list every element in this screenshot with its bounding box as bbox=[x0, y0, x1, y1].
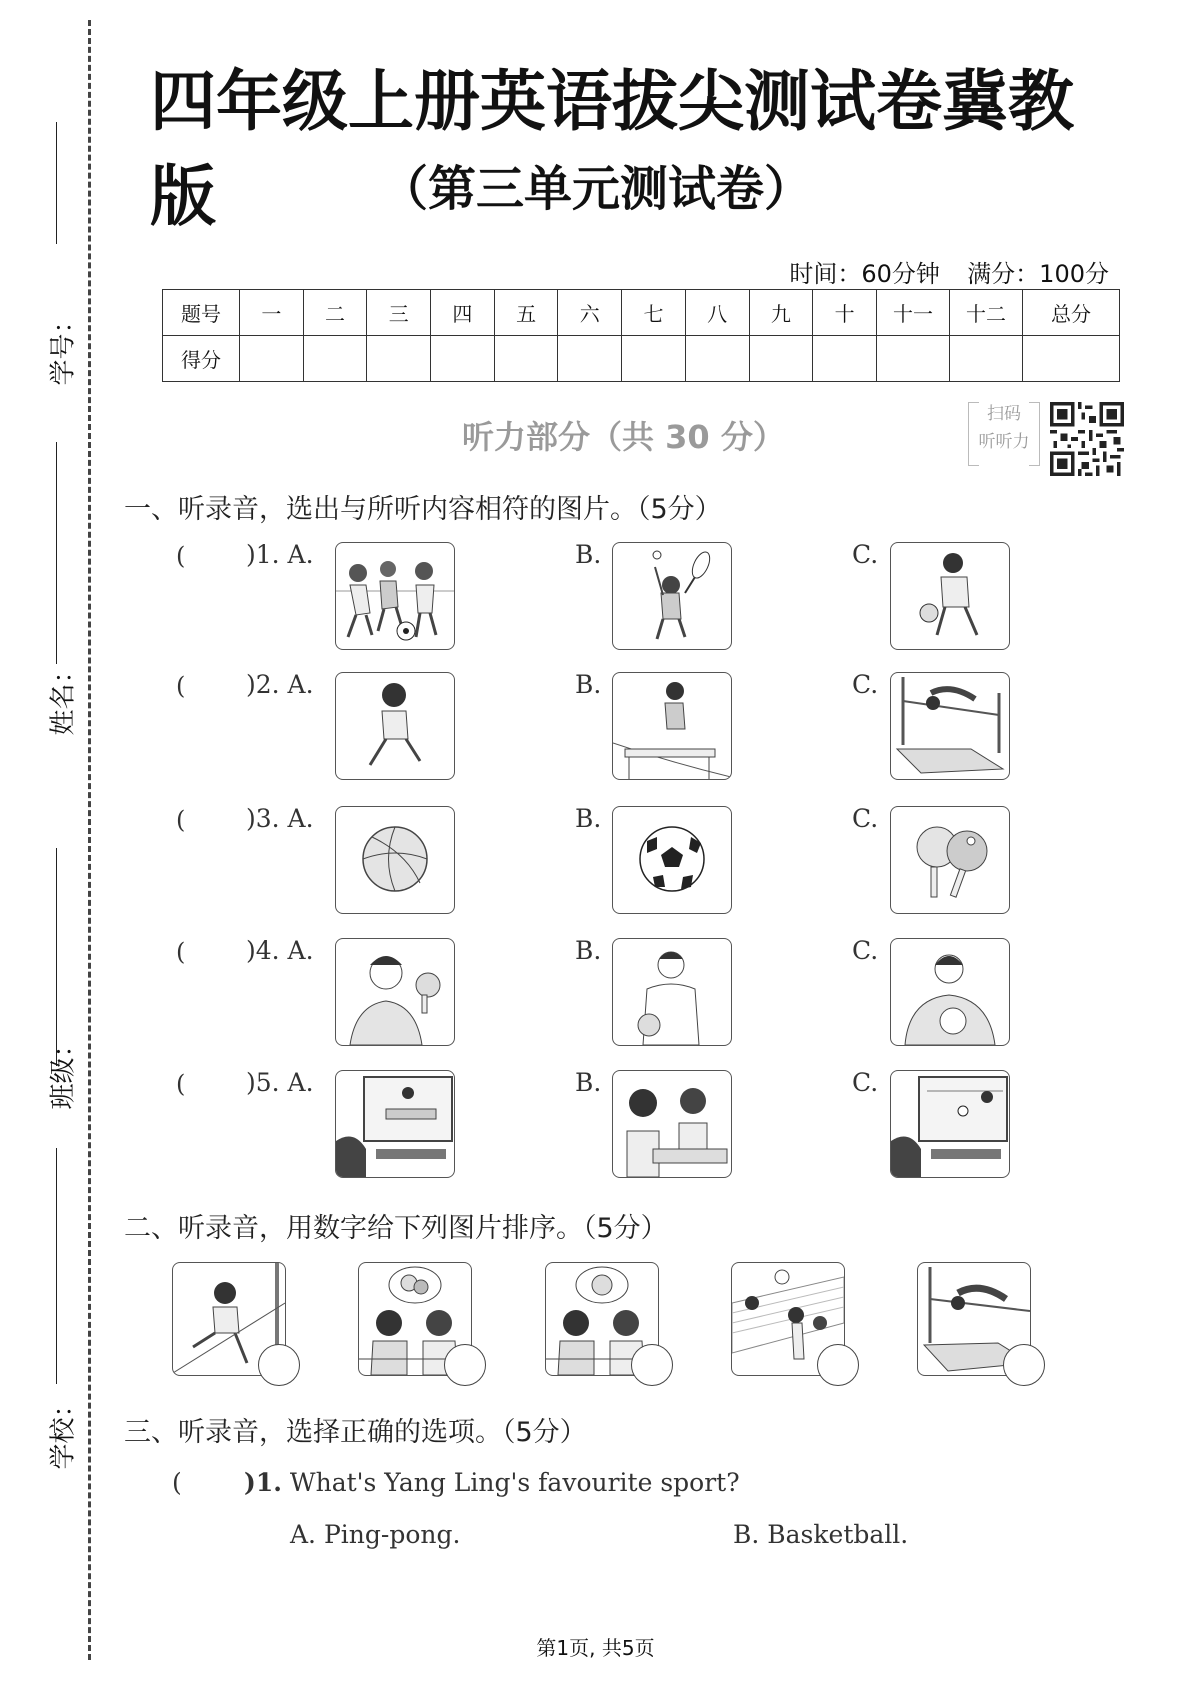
col-header: 三 bbox=[367, 290, 431, 336]
q1-option-b-label: B. bbox=[575, 540, 602, 569]
sequence-number-circle-5[interactable] bbox=[1003, 1344, 1045, 1386]
q5-option-b-label: B. bbox=[575, 1068, 602, 1097]
row-label-score: 得分 bbox=[163, 336, 240, 382]
name-label: 姓名： bbox=[48, 657, 79, 736]
time-limit: 时间：60分钟 bbox=[789, 260, 940, 288]
score-cell[interactable] bbox=[749, 336, 813, 382]
q2-option-c-high-jump-pic[interactable] bbox=[890, 672, 1010, 780]
score-cell[interactable] bbox=[877, 336, 950, 382]
q4-option-c-man-volleyball-pic[interactable] bbox=[890, 938, 1010, 1046]
score-cell[interactable] bbox=[622, 336, 686, 382]
s3-q1-option-a[interactable]: A. Ping-pong. bbox=[290, 1520, 461, 1549]
q5-option-c-tv-football-pic[interactable] bbox=[890, 1070, 1010, 1178]
q1-option-c-basketball-pic[interactable] bbox=[890, 542, 1010, 650]
student-id-line[interactable] bbox=[56, 122, 57, 244]
sequence-number-circle-1[interactable] bbox=[258, 1344, 300, 1386]
col-header: 九 bbox=[749, 290, 813, 336]
col-header: 五 bbox=[494, 290, 558, 336]
col-header: 一 bbox=[240, 290, 304, 336]
sequence-number-circle-2[interactable] bbox=[444, 1344, 486, 1386]
q5-option-c-label: C. bbox=[852, 1068, 879, 1097]
q5-option-b-playing-ping-pong-pic[interactable] bbox=[612, 1070, 732, 1178]
col-header: 八 bbox=[685, 290, 749, 336]
score-row bbox=[163, 336, 1120, 382]
col-header: 六 bbox=[558, 290, 622, 336]
question-5-number: )5. A. bbox=[246, 1068, 314, 1097]
binding-dashed-line bbox=[88, 20, 91, 1660]
s3-q1-option-b[interactable]: B. Basketball. bbox=[733, 1520, 909, 1549]
qr-code-icon[interactable] bbox=[1050, 402, 1124, 476]
class-label: 班级： bbox=[48, 1031, 79, 1110]
score-cell[interactable] bbox=[494, 336, 558, 382]
question-number-row bbox=[163, 290, 1120, 336]
q2-option-b-hurdle-pic[interactable] bbox=[612, 672, 732, 780]
question-4-number: )4. A. bbox=[246, 936, 314, 965]
question-2-number: )2. A. bbox=[246, 670, 314, 699]
q4-option-b-man-basketball-pic[interactable] bbox=[612, 938, 732, 1046]
sequence-number-circle-3[interactable] bbox=[631, 1344, 673, 1386]
q4-option-b-label: B. bbox=[575, 936, 602, 965]
q5-option-a-tv-ping-pong-pic[interactable] bbox=[335, 1070, 455, 1178]
score-cell[interactable] bbox=[558, 336, 622, 382]
q1-option-a-football-pic[interactable] bbox=[335, 542, 455, 650]
s3-question-1-number: )1. bbox=[244, 1468, 282, 1497]
q1-option-b-tennis-pic[interactable] bbox=[612, 542, 732, 650]
scan-hint-line2: 听听力 bbox=[978, 432, 1030, 452]
question-1-number: )1. A. bbox=[246, 540, 314, 569]
col-header: 四 bbox=[431, 290, 495, 336]
score-cell[interactable] bbox=[950, 336, 1023, 382]
question-3-number: )3. A. bbox=[246, 804, 314, 833]
section-1-heading: 一、听录音，选出与所听内容相符的图片。（5分） bbox=[124, 494, 722, 525]
q2-option-a-running-pic[interactable] bbox=[335, 672, 455, 780]
col-header: 十 bbox=[813, 290, 877, 336]
q4-option-a-man-ping-pong-pic[interactable] bbox=[335, 938, 455, 1046]
score-cell[interactable] bbox=[685, 336, 749, 382]
listening-section-title: 听力部分（共 30 分） bbox=[462, 418, 785, 456]
row-label-question-number: 题号 bbox=[163, 290, 240, 336]
page-title: 四年级上册英语拔尖测试卷冀教版 bbox=[150, 63, 1074, 235]
answer-paren-q1[interactable]: ( bbox=[176, 542, 186, 570]
score-cell[interactable] bbox=[240, 336, 304, 382]
scan-hint-line1: 扫码 bbox=[987, 404, 1021, 424]
col-header: 七 bbox=[622, 290, 686, 336]
q2-option-c-label: C. bbox=[852, 670, 879, 699]
score-cell[interactable] bbox=[813, 336, 877, 382]
student-id-label: 学号： bbox=[48, 307, 79, 386]
section-3-heading: 三、听录音，选择正确的选项。（5分） bbox=[124, 1417, 587, 1448]
section-2-heading: 二、听录音，用数字给下列图片排序。（5分） bbox=[124, 1213, 668, 1244]
q2-option-b-label: B. bbox=[575, 670, 602, 699]
answer-paren-s3-q1[interactable]: ( bbox=[172, 1468, 182, 1497]
answer-paren-q3[interactable]: ( bbox=[176, 806, 186, 834]
score-table bbox=[162, 289, 1120, 382]
q3-option-b-label: B. bbox=[575, 804, 602, 833]
s3-question-1-text: What's Yang Ling's favourite sport? bbox=[289, 1468, 740, 1497]
exam-meta bbox=[789, 254, 1109, 289]
q3-option-b-football-pic[interactable] bbox=[612, 806, 732, 914]
score-cell[interactable] bbox=[367, 336, 431, 382]
score-cell-total[interactable] bbox=[1023, 336, 1120, 382]
q4-option-c-label: C. bbox=[852, 936, 879, 965]
col-header: 十二 bbox=[950, 290, 1023, 336]
col-header: 十一 bbox=[877, 290, 950, 336]
q3-option-a-basketball-pic[interactable] bbox=[335, 806, 455, 914]
s3-question-1 bbox=[244, 1468, 740, 1497]
answer-paren-q2[interactable]: ( bbox=[176, 672, 186, 700]
q1-option-c-label: C. bbox=[852, 540, 879, 569]
page-indicator: 第1页, 共5页 bbox=[536, 1636, 655, 1660]
name-line[interactable] bbox=[56, 442, 57, 664]
q3-option-c-ping-pong-pic[interactable] bbox=[890, 806, 1010, 914]
school-line[interactable] bbox=[56, 1148, 57, 1384]
school-label: 学校： bbox=[48, 1391, 79, 1470]
score-cell[interactable] bbox=[431, 336, 495, 382]
scan-hint bbox=[968, 400, 1040, 468]
col-header: 二 bbox=[303, 290, 367, 336]
col-header-total: 总分 bbox=[1023, 290, 1120, 336]
answer-paren-q5[interactable]: ( bbox=[176, 1070, 186, 1098]
full-score: 满分：100分 bbox=[967, 260, 1109, 288]
q3-option-c-label: C. bbox=[852, 804, 879, 833]
sequence-number-circle-4[interactable] bbox=[817, 1344, 859, 1386]
answer-paren-q4[interactable]: ( bbox=[176, 938, 186, 966]
score-cell[interactable] bbox=[303, 336, 367, 382]
page-subtitle: （第三单元测试卷） bbox=[380, 161, 813, 217]
